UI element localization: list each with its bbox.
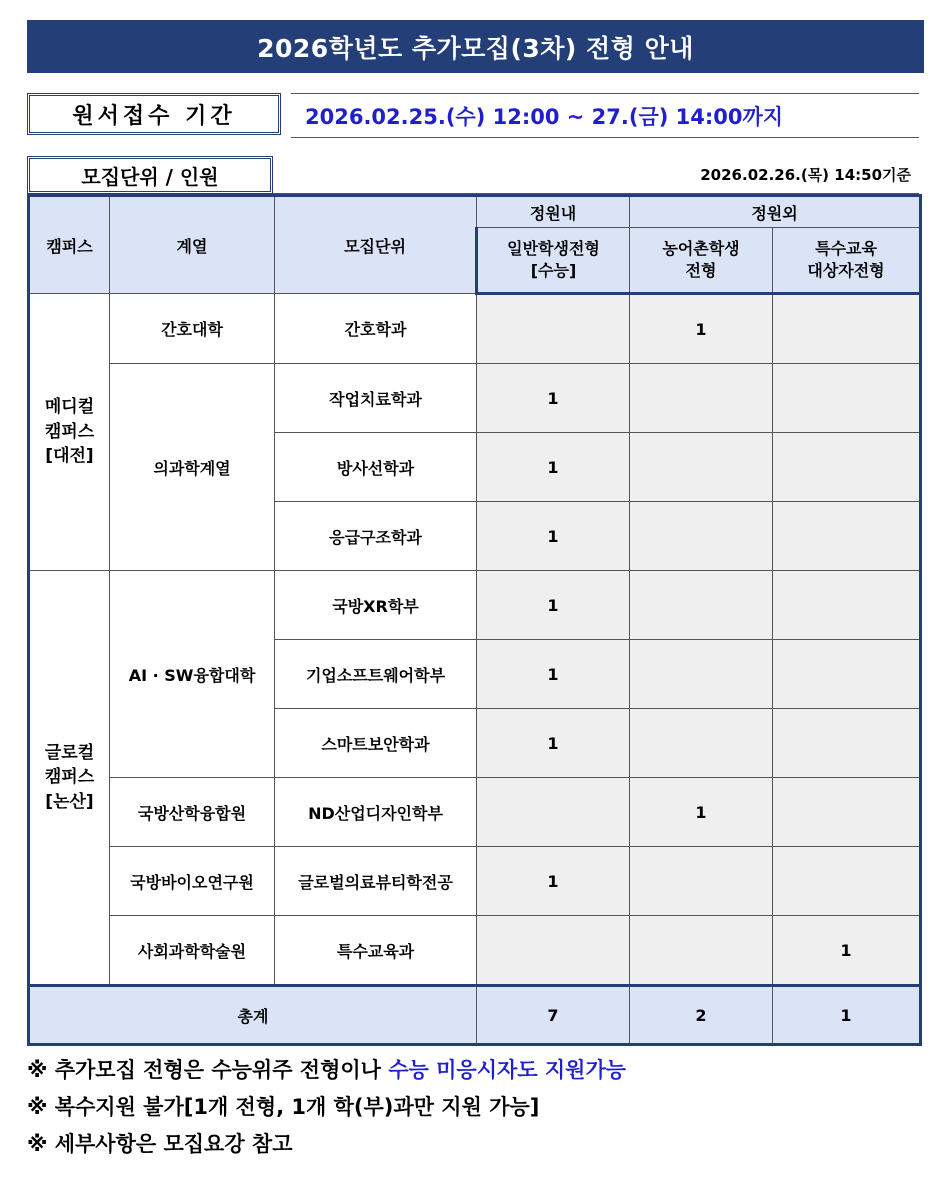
unit-cell: 방사선학과 [275,433,477,502]
recruitment-table [27,194,922,1046]
campus-glocal: 글로컬 캠퍼스 [논산] [29,571,110,986]
count-general: 1 [477,433,630,502]
unit-cell: ND산업디자인학부 [275,778,477,847]
table-row [29,294,921,364]
count-general [477,778,630,847]
count-general: 1 [477,640,630,709]
count-general: 1 [477,502,630,571]
header-special-ed: 특수교육 대상자전형 [773,228,921,294]
count-general [477,916,630,986]
campus-medical: 메디컬 캠퍼스 [대전] [29,294,110,571]
count-special [773,640,921,709]
table-row [29,916,921,986]
division-cell: 국방산학융합원 [110,778,275,847]
header-within-quota: 정원내 [477,196,630,228]
count-rural [630,709,773,778]
application-period-text: 2026.02.25.(수) 12:00 ~ 27.(금) 14:00까지 [305,104,784,129]
count-rural [630,916,773,986]
unit-cell: 응급구조학과 [275,502,477,571]
division-cell: 의과학계열 [110,364,275,571]
header-outside-quota: 정원외 [630,196,921,228]
note-item [27,1126,626,1163]
header-rural: 농어촌학생 전형 [630,228,773,294]
note-item [27,1052,626,1089]
unit-cell: 스마트보안학과 [275,709,477,778]
application-period-label: 원서접수 기간 [27,93,281,135]
note-text: ※ 추가모집 전형은 수능위주 전형이나 [27,1058,389,1082]
count-special [773,364,921,433]
count-rural: 1 [630,294,773,364]
count-rural [630,847,773,916]
note-text: ※ 복수지원 불가[1개 전형, 1개 학(부)과만 지원 가능] [27,1095,540,1119]
count-general: 1 [477,364,630,433]
division-cell: 사회과학학술원 [110,916,275,986]
count-general: 1 [477,571,630,640]
count-general: 1 [477,709,630,778]
note-text: ※ 세부사항은 모집요강 참고 [27,1132,293,1156]
count-general: 1 [477,847,630,916]
division-cell: 국방바이오연구원 [110,847,275,916]
count-special [773,294,921,364]
header-general: 일반학생전형 [수능] [477,228,630,294]
unit-cell: 기업소프트웨어학부 [275,640,477,709]
header-campus: 캠퍼스 [29,196,110,294]
count-general [477,294,630,364]
page-title: 2026학년도 추가모집(3차) 전형 안내 [27,20,924,73]
count-special [773,709,921,778]
unit-cell: 글로벌의료뷰티학전공 [275,847,477,916]
recruitment-units-label: 모집단위 / 인원 [27,156,273,194]
as-of-timestamp: 2026.02.26.(목) 14:50기준 [700,166,911,184]
unit-cell: 작업치료학과 [275,364,477,433]
count-rural [630,571,773,640]
division-cell: AI · SW융합대학 [110,571,275,778]
count-special [773,502,921,571]
application-period-value [291,93,919,138]
unit-cell: 국방XR학부 [275,571,477,640]
table-row [29,847,921,916]
count-rural [630,640,773,709]
total-label: 총계 [29,986,477,1045]
count-rural [630,364,773,433]
total-rural: 2 [630,986,773,1045]
division-cell: 간호대학 [110,294,275,364]
total-row [29,986,921,1045]
count-special [773,433,921,502]
notes [27,1052,626,1163]
count-special [773,847,921,916]
count-special [773,571,921,640]
total-special: 1 [773,986,921,1045]
unit-cell: 간호학과 [275,294,477,364]
unit-cell: 특수교육과 [275,916,477,986]
note-highlight: 수능 미응시자도 지원가능 [388,1058,627,1082]
note-item [27,1089,626,1126]
count-rural: 1 [630,778,773,847]
count-special: 1 [773,916,921,986]
total-general: 7 [477,986,630,1045]
count-rural [630,502,773,571]
table-row [29,571,921,640]
header-unit: 모집단위 [275,196,477,294]
table-row [29,364,921,433]
header-division: 계열 [110,196,275,294]
table-row [29,778,921,847]
count-rural [630,433,773,502]
count-special [773,778,921,847]
